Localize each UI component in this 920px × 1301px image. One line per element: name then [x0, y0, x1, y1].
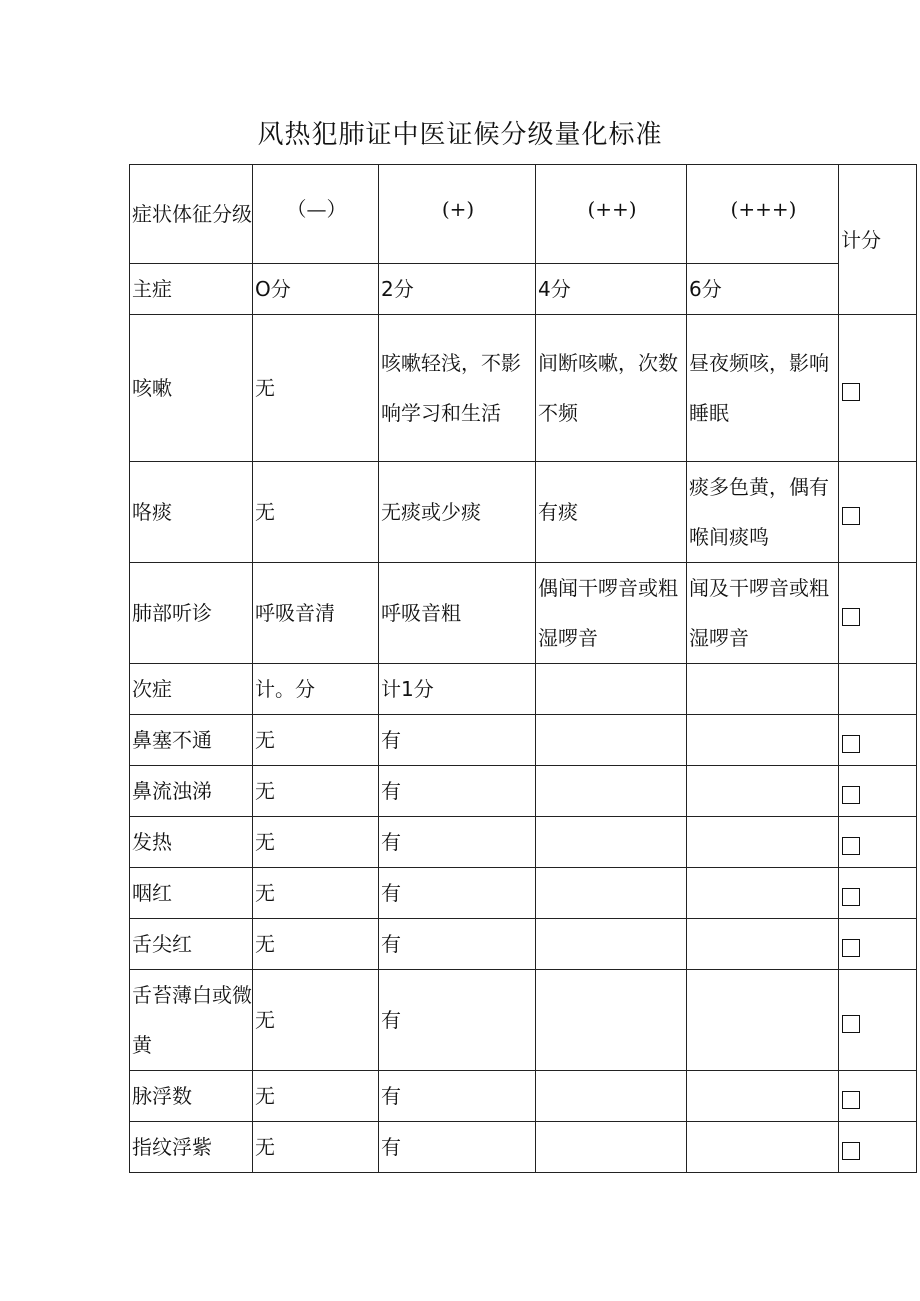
level-label: (+): [441, 197, 475, 221]
score-cell: [839, 919, 917, 970]
grade-cell: 痰多色黄，偶有喉间痰鸣: [687, 462, 839, 563]
points-cell: 4分: [536, 264, 687, 315]
symptom-name: 鼻流浊涕: [130, 766, 253, 817]
empty-cell: [536, 970, 687, 1071]
grade-cell: 无: [253, 715, 379, 766]
symptom-name: 鼻塞不通: [130, 715, 253, 766]
score-cell: [839, 1071, 917, 1122]
grade-cell: 有: [379, 1071, 536, 1122]
empty-cell: [687, 1122, 839, 1173]
empty-cell: [687, 868, 839, 919]
grade-cell: 无: [253, 817, 379, 868]
empty-cell: [687, 1071, 839, 1122]
table-row: [130, 1071, 917, 1122]
points-cell: 2分: [379, 264, 536, 315]
level-header-neg: [253, 165, 379, 264]
table-row: [130, 970, 917, 1071]
header-row: [130, 165, 917, 264]
score-cell: [839, 462, 917, 563]
grade-cell: 无: [253, 462, 379, 563]
grade-cell: 无: [253, 315, 379, 462]
grade-cell: 有: [379, 817, 536, 868]
grade-cell: 无痰或少痰: [379, 462, 536, 563]
score-checkbox[interactable]: [842, 1142, 860, 1160]
score-checkbox[interactable]: [842, 888, 860, 906]
empty-cell: [536, 868, 687, 919]
empty-cell: [536, 664, 687, 715]
empty-cell: [536, 817, 687, 868]
level-label: (++): [587, 197, 637, 221]
grade-cell: 呼吸音粗: [379, 563, 536, 664]
table-row: [130, 315, 917, 462]
grade-cell: 无: [253, 970, 379, 1071]
score-checkbox[interactable]: [842, 786, 860, 804]
points-cell: 计。分: [253, 664, 379, 715]
empty-cell: [687, 715, 839, 766]
score-checkbox[interactable]: [842, 837, 860, 855]
symptom-name: 咯痰: [130, 462, 253, 563]
score-cell: [839, 715, 917, 766]
grade-cell: 间断咳嗽，次数不频: [536, 315, 687, 462]
score-checkbox[interactable]: [842, 1091, 860, 1109]
empty-cell: [687, 970, 839, 1071]
level-header-plus2: [536, 165, 687, 264]
symptom-name: 脉浮数: [130, 1071, 253, 1122]
grade-cell: 有: [379, 766, 536, 817]
level-header-plus3: [687, 165, 839, 264]
table-row: [130, 919, 917, 970]
grade-cell: 有: [379, 970, 536, 1071]
main-points-row: [130, 264, 917, 315]
symptom-name: 咽红: [130, 868, 253, 919]
table-row: [130, 563, 917, 664]
symptom-name: 肺部听诊: [130, 563, 253, 664]
empty-cell: [839, 664, 917, 715]
grade-cell: 有: [379, 1122, 536, 1173]
score-checkbox[interactable]: [842, 383, 860, 401]
level-label: （—）: [286, 197, 347, 221]
empty-cell: [687, 766, 839, 817]
grade-cell: 无: [253, 868, 379, 919]
symptom-name: 咳嗽: [130, 315, 253, 462]
score-cell: [839, 970, 917, 1071]
grade-cell: 有: [379, 715, 536, 766]
table-row: [130, 1122, 917, 1173]
table-row: [130, 766, 917, 817]
grade-cell: 有: [379, 868, 536, 919]
level-header-plus1: [379, 165, 536, 264]
score-checkbox[interactable]: [842, 939, 860, 957]
empty-cell: [536, 1122, 687, 1173]
symptom-name: 发热: [130, 817, 253, 868]
score-header: 计分: [839, 165, 917, 315]
empty-cell: [536, 715, 687, 766]
empty-cell: [536, 766, 687, 817]
grade-cell: 有: [379, 919, 536, 970]
score-cell: [839, 868, 917, 919]
level-label: (+++): [730, 197, 797, 221]
grade-cell: 咳嗽轻浅，不影响学习和生活: [379, 315, 536, 462]
main-symptom-label: 主症: [130, 264, 253, 315]
grade-cell: 无: [253, 919, 379, 970]
score-cell: [839, 766, 917, 817]
header-col0: 症状体征分级: [130, 165, 253, 264]
symptom-name: 指纹浮紫: [130, 1122, 253, 1173]
symptom-name: 舌苔薄白或微黄: [130, 970, 253, 1071]
empty-cell: [687, 664, 839, 715]
score-checkbox[interactable]: [842, 735, 860, 753]
empty-cell: [536, 919, 687, 970]
grade-cell: 无: [253, 1122, 379, 1173]
symptom-name: 舌尖红: [130, 919, 253, 970]
table-row: [130, 462, 917, 563]
score-checkbox[interactable]: [842, 608, 860, 626]
table-row: [130, 715, 917, 766]
score-cell: [839, 315, 917, 462]
minor-symptom-label: 次症: [130, 664, 253, 715]
table-row: [130, 868, 917, 919]
score-cell: [839, 1122, 917, 1173]
points-cell: O分: [253, 264, 379, 315]
score-checkbox[interactable]: [842, 1015, 860, 1033]
empty-cell: [536, 1071, 687, 1122]
score-checkbox[interactable]: [842, 507, 860, 525]
grade-cell: 有痰: [536, 462, 687, 563]
empty-cell: [687, 919, 839, 970]
grade-cell: 闻及干啰音或粗湿啰音: [687, 563, 839, 664]
score-cell: [839, 563, 917, 664]
table-row: [130, 817, 917, 868]
document-title: 风热犯肺证中医证候分级量化标准: [257, 120, 663, 150]
grade-cell: 偶闻干啰音或粗湿啰音: [536, 563, 687, 664]
points-cell: 计1分: [379, 664, 536, 715]
points-cell: 6分: [687, 264, 839, 315]
minor-points-row: [130, 664, 917, 715]
score-cell: [839, 817, 917, 868]
empty-cell: [687, 817, 839, 868]
grade-cell: 无: [253, 766, 379, 817]
grade-cell: 昼夜频咳，影响睡眠: [687, 315, 839, 462]
grading-table: [129, 164, 917, 1173]
grade-cell: 呼吸音清: [253, 563, 379, 664]
grade-cell: 无: [253, 1071, 379, 1122]
